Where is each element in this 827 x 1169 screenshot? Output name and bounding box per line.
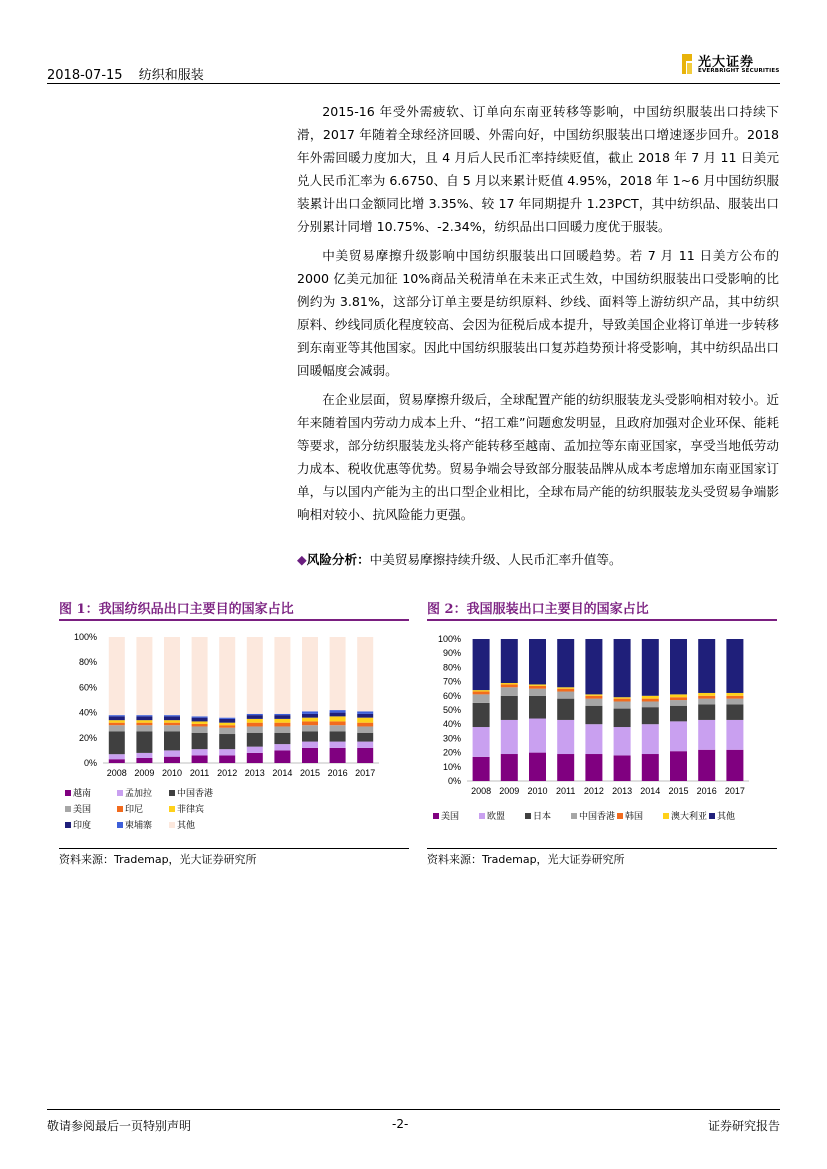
x-tick-label: 2015: [668, 786, 689, 796]
bar-segment: [219, 725, 235, 728]
bar-segment: [726, 696, 743, 699]
bar-segment: [698, 693, 715, 696]
logo-text-cn: 光大证券: [698, 55, 755, 70]
bar-segment: [585, 754, 602, 781]
bar-segment: [614, 709, 631, 727]
y-tick-label: 0%: [83, 758, 97, 768]
bar-segment: [726, 704, 743, 720]
legend-label: 美国: [441, 812, 460, 822]
legend-swatch: [117, 806, 123, 812]
y-tick-label: 40%: [78, 707, 97, 718]
x-tick-label: 2009: [499, 786, 520, 796]
bar-segment: [302, 742, 318, 748]
bar-segment: [698, 699, 715, 705]
bar-segment: [302, 637, 318, 711]
bar-segment: [164, 723, 180, 726]
legend-label: 中国香港: [579, 812, 616, 822]
x-tick-label: 2011: [189, 768, 210, 778]
bar-segment: [247, 714, 263, 715]
bar-segment: [136, 637, 152, 715]
bar-segment: [670, 706, 687, 722]
bar-segment: [219, 718, 235, 719]
bar-segment: [330, 710, 346, 713]
bar-segment: [357, 711, 373, 714]
bar-segment: [274, 733, 290, 744]
bar-segment: [357, 742, 373, 748]
figure-2-source-divider: [427, 848, 777, 849]
y-tick-label: 20%: [78, 732, 97, 743]
x-tick-label: 2012: [217, 768, 238, 778]
y-tick-label: 60%: [78, 682, 97, 693]
bar-segment: [473, 757, 490, 781]
bar-segment: [357, 726, 373, 732]
legend-swatch: [663, 813, 669, 819]
x-tick-label: 2008: [471, 786, 492, 796]
disclaimer-note: 敬请参阅最后一页特别声明: [47, 1119, 192, 1133]
bar-segment: [614, 701, 631, 708]
x-tick-label: 2013: [244, 768, 265, 778]
bar-segment: [529, 689, 546, 696]
x-tick-label: 2016: [327, 768, 348, 778]
bar-segment: [274, 744, 290, 750]
y-tick-label: 90%: [442, 648, 461, 659]
bar-segment: [614, 727, 631, 755]
footer-divider: [47, 1109, 780, 1110]
bar-segment: [219, 723, 235, 726]
y-tick-label: 80%: [442, 662, 461, 673]
bar-segment: [473, 703, 490, 727]
bar-segment: [501, 754, 518, 781]
figure-1-title: 图 1：我国纺织品出口主要目的国家占比: [59, 598, 409, 621]
legend-swatch: [169, 806, 175, 812]
y-tick-label: 60%: [442, 690, 461, 701]
bar-segment: [585, 696, 602, 699]
bar-segment: [642, 707, 659, 724]
legend-swatch: [65, 790, 71, 796]
legend-label: 欧盟: [487, 812, 506, 822]
bar-segment: [136, 723, 152, 726]
report-type: 证券研究报告: [707, 1119, 780, 1133]
x-tick-label: 2013: [612, 786, 633, 796]
bar-segment: [136, 720, 152, 723]
bar-segment: [642, 701, 659, 707]
legend-label: 中国香港: [177, 789, 214, 799]
legend-swatch: [479, 813, 485, 819]
bar-segment: [136, 758, 152, 763]
paragraph: 中美贸易摩擦升级影响中国纺织服装出口回暖趋势。若 7 月 11 日美方公布的 2000 亿美元加征 10%商品关税清单在未来正式生效，中国纺织服装出口受影响的比例约为 3.81%，这部分订单主要是纺织原料、纱线、面料等上游纺织产品，其中纺织原料、纱线同质化程度较高、会因为征税后成本提升，导致美国企业将订单进一步转移到东南亚等其他国家。因此中国纺织服装出口复苏趋势预计将受影响，其中纺织品出口回暖幅度会减弱。: [297, 248, 779, 378]
legend-label: 美国: [73, 805, 92, 815]
bar-segment: [642, 696, 659, 699]
bar-segment: [698, 750, 715, 781]
header-divider: [47, 83, 780, 84]
bar-segment: [357, 733, 373, 742]
bar-segment: [274, 637, 290, 714]
x-tick-label: 2008: [106, 768, 127, 778]
bar-segment: [247, 637, 263, 714]
bar-segment: [614, 639, 631, 697]
bar-segment: [330, 725, 346, 731]
bar-segment: [274, 715, 290, 719]
bar-segment: [164, 715, 180, 716]
bar-segment: [136, 725, 152, 731]
bar-segment: [192, 724, 208, 727]
bar-segment: [642, 724, 659, 754]
legend-swatch: [571, 813, 577, 819]
bar-segment: [698, 704, 715, 720]
bar-segment: [585, 639, 602, 694]
bar-segment: [136, 732, 152, 753]
bar-segment: [192, 749, 208, 755]
bar-segment: [136, 715, 152, 716]
legend-label: 其他: [177, 821, 196, 831]
bar-segment: [614, 699, 631, 702]
legend-swatch: [169, 790, 175, 796]
bar-segment: [330, 742, 346, 748]
bar-segment: [501, 696, 518, 720]
y-tick-label: 0%: [447, 776, 461, 786]
x-tick-label: 2010: [161, 768, 183, 778]
bar-segment: [136, 716, 152, 720]
bar-segment: [330, 721, 346, 725]
bar-segment: [274, 750, 290, 763]
legend-swatch: [65, 806, 71, 812]
bar-segment: [192, 718, 208, 722]
legend-swatch: [169, 822, 175, 828]
legend-label: 其他: [717, 812, 736, 822]
legend-label: 印尼: [125, 805, 144, 815]
legend-swatch: [525, 813, 531, 819]
page-header: [47, 50, 780, 86]
bar-segment: [529, 753, 546, 781]
figure-2-title: 图 2：我国服装出口主要目的国家占比: [427, 598, 777, 621]
bar-segment: [274, 719, 290, 723]
bar-segment: [302, 711, 318, 714]
bar-segment: [357, 723, 373, 727]
bar-segment: [330, 637, 346, 710]
bar-segment: [557, 692, 574, 699]
y-tick-label: 70%: [442, 676, 461, 687]
bar-segment: [585, 724, 602, 754]
brand-logo: [680, 50, 780, 80]
bar-segment: [109, 716, 125, 720]
bar-segment: [164, 725, 180, 731]
diamond-bullet-icon: ◆: [297, 552, 307, 567]
bar-segment: [164, 732, 180, 751]
y-tick-label: 10%: [442, 761, 461, 772]
header-left: [47, 64, 216, 83]
paragraph: 2015-16 年受外需疲软、订单向东南亚转移等影响，中国纺织服装出口持续下滑，2017 年随着全球经济回暖、外需向好，中国纺织服装出口增速逐步回升。2018 年外需回暖力度加大，且 4 月后人民币汇率持续贬值，截止 2018 年 7 月 11 日美元兑人民币汇率为 6.6750、自 5 月以来累计贬值 4.95%，2018 年 1~6 月中国纺织服装累计出口金额同比增 3.35%、较 17 年同期提升 1.23PCT，其中纺织品、服装出口分别累计同增 10.75%、-2.34%，纺织品出口回暖力度优于服装。: [297, 104, 779, 234]
x-tick-label: 2010: [527, 786, 548, 796]
bar-segment: [670, 721, 687, 751]
page-number: -2-: [392, 1117, 409, 1131]
x-tick-label: 2011: [556, 786, 576, 796]
bar-segment: [726, 699, 743, 705]
bar-segment: [109, 723, 125, 726]
bar-segment: [136, 753, 152, 758]
bar-segment: [529, 639, 546, 684]
figure-2-chart: [427, 621, 777, 846]
bar-segment: [557, 689, 574, 692]
bar-segment: [109, 759, 125, 763]
bar-segment: [302, 714, 318, 718]
bar-segment: [698, 720, 715, 750]
bar-segment: [642, 699, 659, 702]
bar-segment: [247, 723, 263, 727]
y-tick-label: 20%: [442, 747, 461, 758]
bar-segment: [302, 725, 318, 731]
bar-segment: [192, 755, 208, 763]
bar-segment: [192, 733, 208, 749]
bar-segment: [357, 637, 373, 711]
x-tick-label: 2012: [583, 786, 604, 796]
bar-segment: [330, 713, 346, 717]
bar-segment: [274, 723, 290, 727]
bar-segment: [529, 719, 546, 753]
legend-swatch: [709, 813, 715, 819]
bar-segment: [501, 684, 518, 687]
bar-segment: [585, 694, 602, 695]
x-tick-label: 2016: [696, 786, 717, 796]
bar-segment: [529, 696, 546, 719]
bar-segment: [109, 715, 125, 716]
legend-swatch: [617, 813, 623, 819]
legend-label: 澳大利亚: [671, 812, 708, 822]
bar-segment: [557, 754, 574, 781]
bar-segment: [670, 694, 687, 697]
bar-segment: [557, 687, 574, 688]
y-tick-label: 40%: [442, 719, 461, 730]
risk-analysis: [297, 550, 622, 570]
risk-label: 风险分析：: [306, 552, 370, 567]
bar-segment: [726, 720, 743, 750]
bar-segment: [501, 683, 518, 684]
bar-segment: [670, 751, 687, 781]
bar-segment: [585, 706, 602, 724]
legend-label: 日本: [533, 812, 552, 822]
x-tick-label: 2017: [355, 768, 376, 778]
bar-segment: [247, 726, 263, 732]
bar-segment: [109, 720, 125, 723]
bar-segment: [357, 718, 373, 723]
bar-segment: [274, 714, 290, 715]
bar-segment: [164, 637, 180, 715]
bar-segment: [192, 637, 208, 716]
bar-segment: [247, 747, 263, 753]
bar-segment: [557, 639, 574, 687]
figure-1-chart: [59, 621, 409, 846]
legend-swatch: [65, 822, 71, 828]
bar-segment: [698, 696, 715, 699]
bar-segment: [557, 699, 574, 720]
y-tick-label: 30%: [442, 733, 461, 744]
y-tick-label: 100%: [437, 634, 461, 644]
y-tick-label: 100%: [73, 632, 97, 642]
bar-segment: [164, 757, 180, 763]
bar-segment: [357, 714, 373, 718]
bar-segment: [109, 637, 125, 715]
figure-2: [427, 598, 777, 866]
x-tick-label: 2014: [272, 768, 293, 778]
bar-segment: [330, 732, 346, 742]
legend-label: 越南: [73, 789, 92, 799]
bar-segment: [330, 748, 346, 763]
bar-segment: [473, 727, 490, 757]
bar-segment: [109, 754, 125, 759]
bar-segment: [529, 686, 546, 689]
bar-segment: [247, 715, 263, 719]
bar-segment: [473, 694, 490, 703]
bar-segment: [726, 639, 743, 693]
report-date: 2018-07-15: [47, 68, 123, 83]
bar-segment: [247, 733, 263, 747]
bar-segment: [247, 719, 263, 723]
bar-segment: [670, 700, 687, 706]
x-tick-label: 2017: [724, 786, 745, 796]
bar-segment: [670, 697, 687, 700]
paragraph: 在企业层面，贸易摩擦升级后，全球配置产能的纺织服装龙头受影响相对较小。近年来随着国内劳动力成本上升、“招工难”问题愈发明显，且政府加强对企业环保、能耗等要求，部分纺织服装龙头将产能转移至越南、孟加拉等东南亚国家，享受当地低劳动力成本、税收优惠等优势。贸易争端会导致部分服装品牌从成本考虑增加东南亚国家订单，与以国内产能为主的出口型企业相比，全球布局产能的纺织服装龙头受贸易争端影响相对较小、抗风险能力更强。: [297, 392, 779, 522]
bar-segment: [529, 684, 546, 685]
legend-label: 柬埔寨: [125, 821, 153, 831]
bar-segment: [302, 718, 318, 722]
bar-segment: [164, 716, 180, 720]
bar-segment: [219, 728, 235, 734]
bar-segment: [557, 720, 574, 754]
bar-segment: [642, 639, 659, 696]
bar-segment: [330, 716, 346, 721]
bar-segment: [726, 693, 743, 696]
bar-segment: [726, 750, 743, 781]
bar-segment: [501, 639, 518, 683]
figure-2-source: 资料来源：Trademap，光大证券研究所: [427, 853, 625, 866]
bar-segment: [109, 725, 125, 731]
bar-segment: [192, 721, 208, 724]
bar-segment: [192, 716, 208, 717]
bar-segment: [219, 637, 235, 718]
bar-segment: [642, 754, 659, 781]
bar-segment: [698, 639, 715, 693]
bar-segment: [501, 687, 518, 696]
bar-segment: [192, 726, 208, 732]
x-tick-label: 2015: [299, 768, 321, 778]
bar-segment: [585, 699, 602, 706]
bar-segment: [219, 749, 235, 755]
bar-segment: [501, 720, 518, 754]
bar-segment: [109, 732, 125, 755]
legend-label: 韩国: [625, 812, 644, 822]
risk-text: 中美贸易摩擦持续升级、人民币汇率升值等。: [369, 552, 622, 567]
figure-1-source-divider: [59, 848, 409, 849]
y-tick-label: 80%: [78, 657, 97, 668]
bar-segment: [274, 726, 290, 732]
bar-segment: [219, 734, 235, 749]
x-tick-label: 2014: [640, 786, 661, 796]
bar-segment: [219, 719, 235, 723]
legend-swatch: [117, 822, 123, 828]
bar-segment: [247, 753, 263, 763]
logo-text-en: EVERBRIGHT SECURITIES: [698, 68, 780, 74]
legend-swatch: [117, 790, 123, 796]
bar-segment: [670, 639, 687, 694]
bar-segment: [473, 692, 490, 695]
bar-segment: [473, 690, 490, 691]
bar-segment: [473, 639, 490, 690]
industry-section: 纺织和服装: [138, 68, 204, 83]
figure-1: [59, 598, 409, 866]
figure-1-source: 资料来源：Trademap，光大证券研究所: [59, 853, 257, 866]
legend-label: 菲律宾: [177, 805, 205, 815]
bar-segment: [614, 697, 631, 698]
body-text: [297, 100, 779, 532]
bar-segment: [357, 748, 373, 763]
bar-segment: [164, 720, 180, 723]
bar-segment: [164, 750, 180, 756]
bar-segment: [302, 732, 318, 742]
bar-segment: [302, 721, 318, 725]
y-tick-label: 50%: [442, 705, 461, 715]
bar-segment: [302, 748, 318, 763]
legend-label: 印度: [73, 821, 92, 831]
legend-label: 孟加拉: [125, 789, 153, 799]
logo-mark-icon: [680, 52, 694, 76]
bar-segment: [219, 755, 235, 763]
x-tick-label: 2009: [134, 768, 155, 778]
bar-segment: [614, 755, 631, 781]
legend-swatch: [433, 813, 439, 819]
